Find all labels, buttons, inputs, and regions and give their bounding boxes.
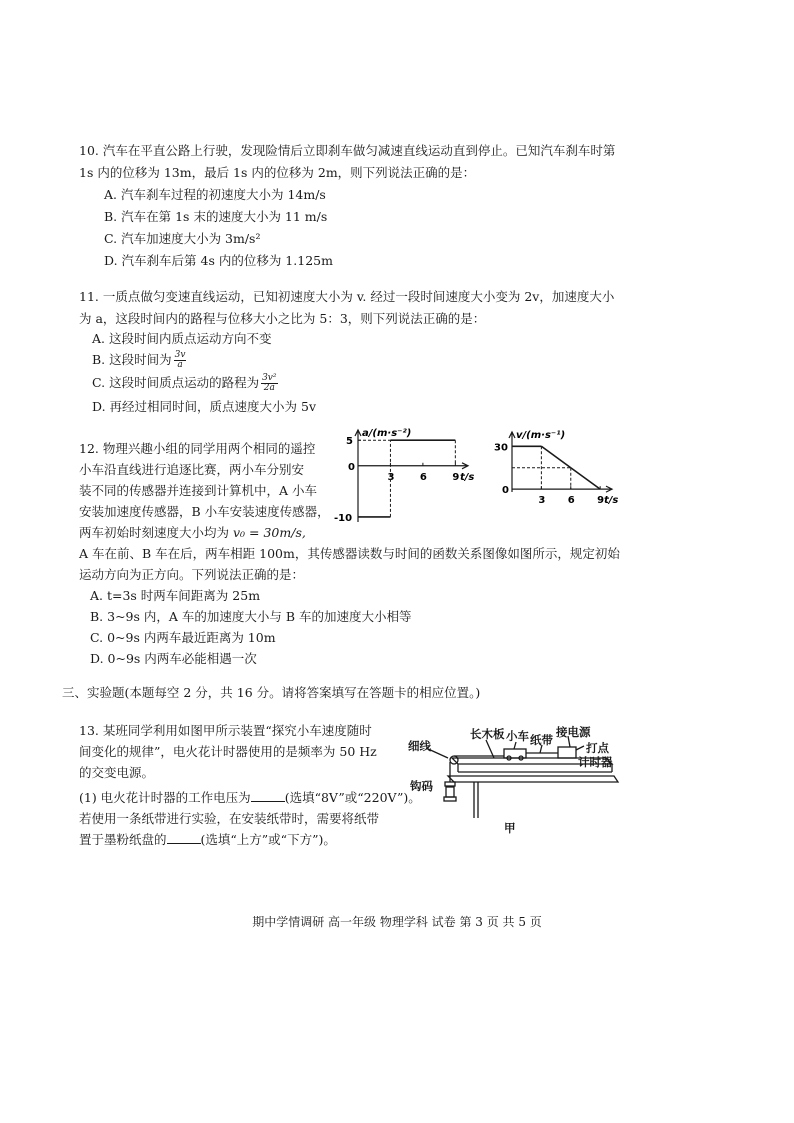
fraction-numerator: 3v xyxy=(174,350,186,360)
fraction-denominator: a xyxy=(177,360,183,370)
label-connect-power: 接电源 xyxy=(556,725,591,739)
q13-stem-line1: 13. 某班同学利用如图甲所示装置“探究小车速度随时 xyxy=(79,723,372,738)
origin-label: 0 xyxy=(502,485,509,497)
q13-part1-line3-choice: (选填“上方”或“下方”)。 xyxy=(200,832,336,847)
q12-stem-line3: 装不同的传感器并连接到计算机中，A 小车 xyxy=(79,483,318,498)
label-string: 细线 xyxy=(408,739,431,753)
q11-option-b xyxy=(92,351,186,370)
q11-stem-line1: 11. 一质点做匀变速直线运动，已知初速度大小为 v. 经过一段时间速度大小变为 2v，加速度大小 xyxy=(79,289,615,304)
q10-stem-line2: 1s 内的位移为 13m，最后 1s 内的位移为 2m，则下列说法正确的是： xyxy=(79,165,476,180)
series-segment xyxy=(541,446,570,467)
q10-option-b: B. 汽车在第 1s 末的速度大小为 11 m/s xyxy=(104,209,328,224)
q11-option-a: A. 这段时间内质点运动方向不变 xyxy=(92,331,272,346)
q12-option-d: D. 0~9s 内两车必能相遇一次 xyxy=(90,651,257,666)
q10-option-c: C. 汽车加速度大小为 3m/s² xyxy=(104,231,261,246)
q10-stem-line1: 10. 汽车在平直公路上行驶，发现险情后立即刹车做匀减速直线运动直到停止。已知汽车刹车时第 xyxy=(79,143,616,158)
answer-blank xyxy=(251,789,285,802)
label-hook-weight: 钩码 xyxy=(410,779,433,793)
velocity-time-chart xyxy=(486,426,626,506)
y-tick-label: 30 xyxy=(494,442,508,454)
label-timer-2: 计时器 xyxy=(578,755,613,769)
timer-shape xyxy=(558,747,576,758)
q13-part1-choice: (选填“8V”或“220V”)。 xyxy=(284,790,421,805)
q12-option-b: B. 3~9s 内，A 车的加速度大小与 B 车的加速度大小相等 xyxy=(90,609,412,624)
q12-stem-line1: 12. 物理兴趣小组的同学用两个相同的遥控 xyxy=(79,441,316,456)
section3-heading: 三、实验题(本题每空 2 分，共 16 分。请将答案填写在答题卡的相应位置。) xyxy=(62,685,481,700)
q12-stem-line2: 小车沿直线进行追逐比赛，两小车分别安 xyxy=(79,462,305,477)
y-axis-label: a/(m·s⁻²) xyxy=(362,428,412,439)
label-cart: 小车 xyxy=(506,729,529,743)
figure-caption: 甲 xyxy=(504,821,516,835)
q12-stem-line7: 运动方向为正方向。下列说法正确的是： xyxy=(79,567,305,582)
x-tick-label: 3 xyxy=(387,471,395,483)
q10-option-a: A. 汽车刹车过程的初速度大小为 14m/s xyxy=(104,187,326,202)
origin-label: 0 xyxy=(348,461,355,473)
q12-initial-speed: v₀ = 30m/s, xyxy=(232,525,306,540)
x-axis-label: t/s xyxy=(460,471,475,483)
q11-option-b-fraction xyxy=(174,351,187,370)
fraction-denominator: 2a xyxy=(263,383,275,393)
q13-stem-line3: 的交变电源。 xyxy=(79,765,155,780)
hook-weight-shape xyxy=(446,787,454,797)
x-tick-label: 6 xyxy=(419,471,427,483)
q13-part1-line2: 若使用一条纸带进行实验，在安装纸带时，需要将纸带 xyxy=(79,811,380,826)
q13-part1-text: (1) 电火花计时器的工作电压为 xyxy=(79,790,251,805)
q13-part1-line1 xyxy=(79,789,421,807)
q13-part1-line3 xyxy=(79,831,336,849)
y-axis-label: v/(m·s⁻¹) xyxy=(516,430,566,441)
label-paper-tape: 纸带 xyxy=(530,733,553,747)
q10-option-d: D. 汽车刹车后第 4s 内的位移为 1.125m xyxy=(104,253,333,268)
q12-stem-line4: 安装加速度传感器，B 小车安装速度传感器， xyxy=(79,504,330,519)
q12-stem-line5 xyxy=(79,524,306,542)
label-long-board: 长木板 xyxy=(470,727,505,741)
x-axis-label: t/s xyxy=(604,495,619,506)
series-segment xyxy=(571,468,600,489)
q12-stem-line5-text: 两车初始时刻速度大小均为 xyxy=(79,525,233,540)
x-tick-label: 9 xyxy=(597,495,605,506)
y-tick-label: -10 xyxy=(334,512,353,524)
q13-part1-line3-text: 置于墨粉纸盘的 xyxy=(79,832,167,847)
q11-option-c-text: C. 这段时间质点运动的路程为 xyxy=(92,375,260,390)
q12-option-a: A. t=3s 时两车间距离为 25m xyxy=(90,588,261,603)
q11-option-c xyxy=(92,374,278,393)
q11-option-c-fraction xyxy=(261,374,277,393)
acceleration-time-chart xyxy=(332,422,482,530)
q12-stem-line6: A 车在前、B 车在后，两车相距 100m，其传感器读数与时间的函数关系图像如图所示，规定初始 xyxy=(79,546,620,561)
answer-blank xyxy=(167,831,201,844)
q11-option-d: D. 再经过相同时间，质点速度大小为 5v xyxy=(92,399,317,414)
label-timer-1: 打点 xyxy=(586,741,609,755)
q11-option-b-text: B. 这段时间为 xyxy=(92,352,172,367)
fraction-numerator: 3v² xyxy=(262,373,277,383)
y-tick-label: 5 xyxy=(346,436,353,448)
apparatus-figure xyxy=(408,720,620,838)
q11-stem-line2: 为 a，这段时间内的路程与位移大小之比为 5：3，则下列说法正确的是： xyxy=(79,311,486,326)
page-footer: 期中学情调研 高一年级 物理学科 试卷 第 3 页 共 5 页 xyxy=(252,915,542,929)
q13-stem-line2: 间变化的规律”，电火花计时器使用的是频率为 50 Hz xyxy=(79,744,377,759)
x-tick-label: 3 xyxy=(538,495,546,506)
x-tick-label: 9 xyxy=(452,471,460,483)
q12-option-c: C. 0~9s 内两车最近距离为 10m xyxy=(90,630,276,645)
x-tick-label: 6 xyxy=(567,495,575,506)
